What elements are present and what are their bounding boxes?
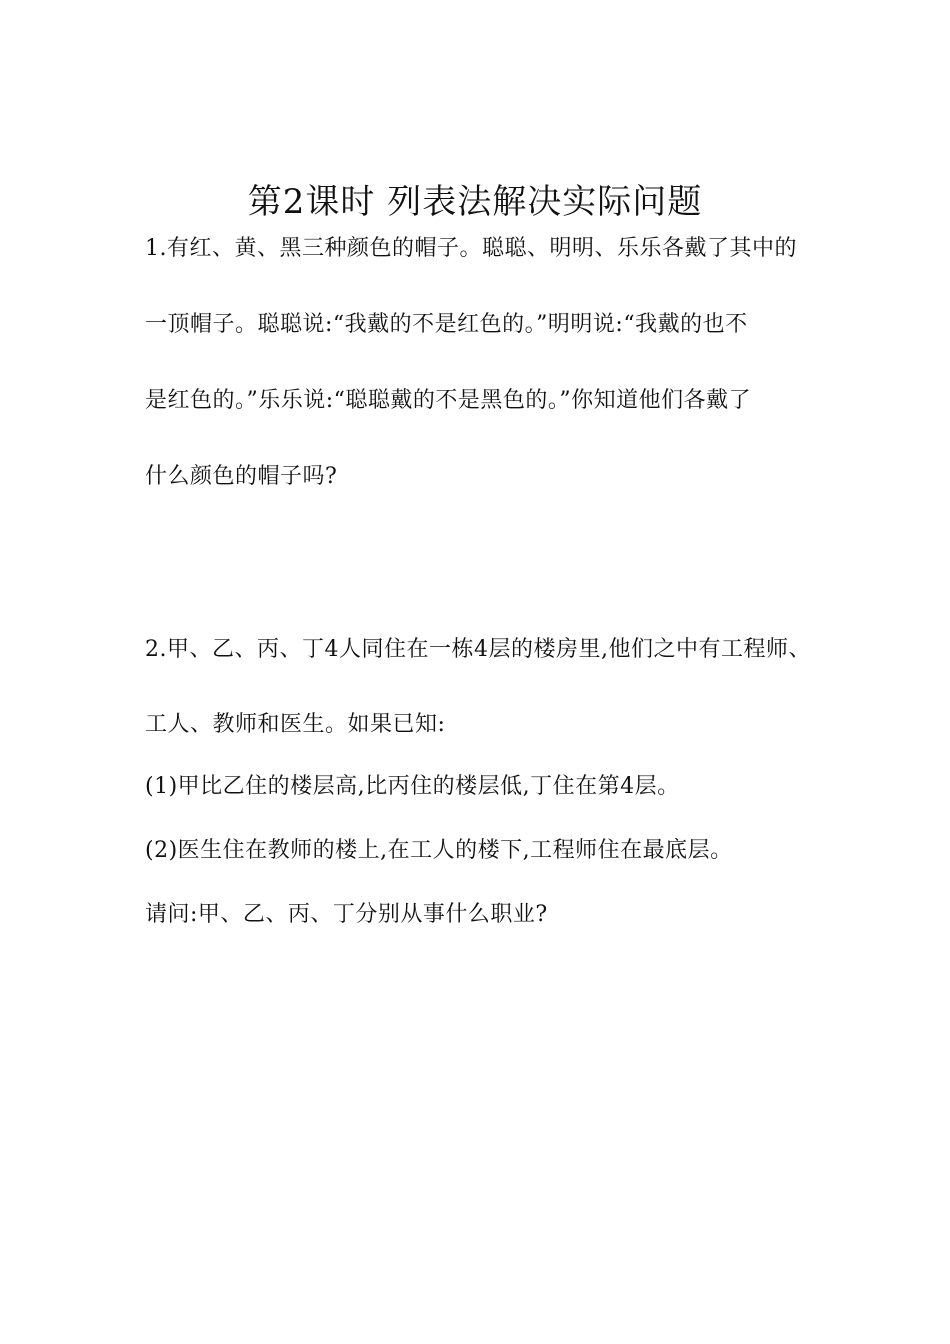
question-2-condition: (2)医生住在教师的楼上,在工人的楼下,工程师住在最底层。 bbox=[145, 838, 733, 863]
question-2-ask: 请问:甲、乙、丙、丁分别从事什么职业? bbox=[145, 902, 548, 927]
question-1-line: 一顶帽子。聪聪说:“我戴的不是红色的。”明明说:“我戴的也不 bbox=[145, 312, 748, 337]
question-1-line: 1.有红、黄、黑三种颜色的帽子。聪聪、明明、乐乐各戴了其中的 bbox=[145, 236, 797, 261]
question-2-condition: (1)甲比乙住的楼层高,比丙住的楼层低,丁住在第4层。 bbox=[145, 774, 680, 799]
page-title: 第2课时 列表法解决实际问题 bbox=[247, 182, 703, 222]
question-2-line: 工人、教师和医生。如果已知: bbox=[145, 712, 446, 737]
question-2-line: 2.甲、乙、丙、丁4人同住在一栋4层的楼房里,他们之中有工程师、 bbox=[145, 637, 811, 662]
question-1-line: 是红色的。”乐乐说:“聪聪戴的不是黑色的。”你知道他们各戴了 bbox=[145, 388, 752, 413]
question-1-line: 什么颜色的帽子吗? bbox=[145, 464, 338, 489]
